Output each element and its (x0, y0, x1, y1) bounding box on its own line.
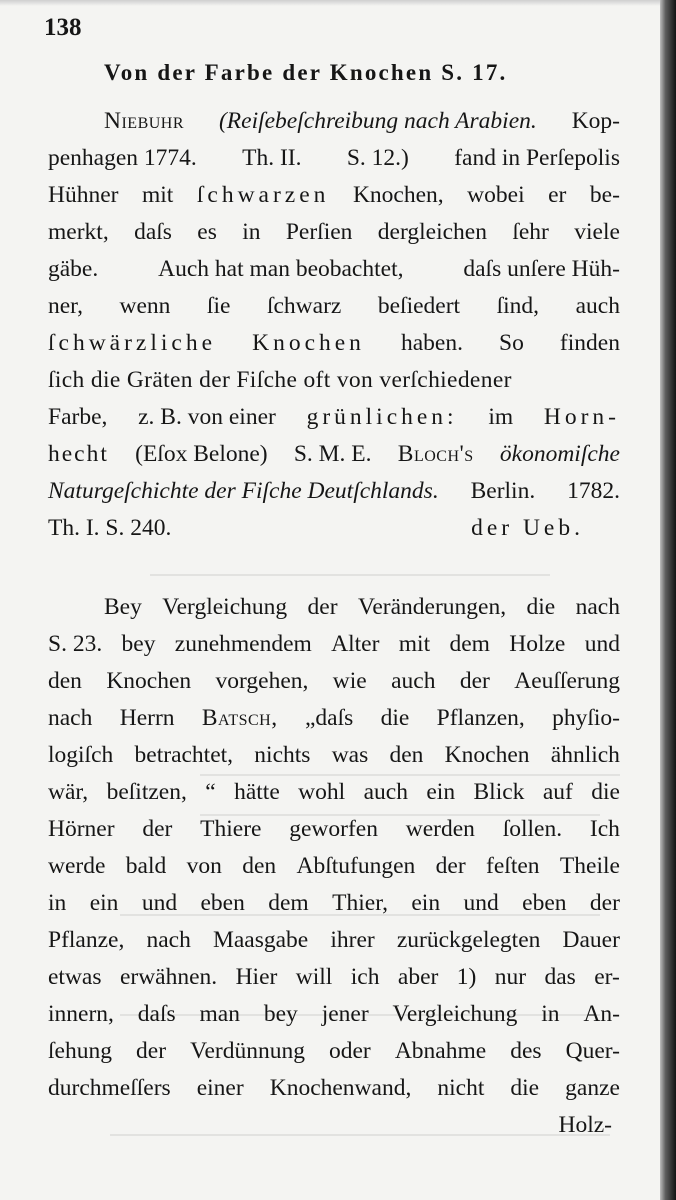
word: ſich die Gräten der Fiſche oft von verſchiedener (48, 367, 512, 393)
work-title: (Reiſebeſchreibung nach Arabien. (218, 108, 537, 134)
emphasized-word: Knochen (252, 330, 365, 356)
word: nach (146, 927, 191, 953)
word: den (48, 668, 82, 694)
word: „daſs (304, 705, 354, 731)
word: wär, (48, 779, 89, 805)
emphasized-word: hecht (48, 441, 109, 467)
word: Abſtufungen (296, 853, 416, 879)
word: wenn (119, 293, 171, 319)
word: Kop- (571, 108, 620, 134)
word: dem (268, 890, 309, 916)
word: des (510, 1038, 542, 1064)
word: die (380, 705, 410, 731)
word: (Eſox Belone) (135, 441, 268, 467)
word: dergleichen (377, 219, 487, 245)
note-line (48, 145, 620, 172)
note-line (48, 330, 620, 357)
word: viele (574, 219, 620, 245)
catchword: Holz- (558, 1112, 612, 1138)
word: penhagen 1774. (48, 145, 197, 171)
word: auch (363, 779, 408, 805)
word: beſitzen, (106, 779, 187, 805)
emphasized-word: ſchwärzliche (48, 330, 217, 356)
word: und (463, 890, 499, 916)
body-line (48, 742, 620, 769)
word: zurückgelegten (396, 927, 541, 953)
word: Berlin. (470, 478, 536, 504)
note-line (48, 256, 620, 283)
word: 1) (456, 964, 477, 990)
word: So (499, 330, 524, 356)
note-line (48, 182, 620, 209)
word: Dauer (562, 927, 620, 953)
body-line (48, 668, 620, 695)
page-number: 138 (44, 14, 82, 41)
body-line (48, 853, 620, 880)
word: ner, (48, 293, 83, 319)
body-line (48, 631, 620, 658)
word: man (199, 1001, 240, 1027)
scan-edge-shadow (660, 0, 676, 1200)
word: ganze (565, 1075, 620, 1101)
word: im (488, 404, 514, 430)
word: erwähnen. (119, 964, 218, 990)
word: nach (48, 705, 93, 731)
word: z. B. von einer (138, 404, 276, 430)
word: ein (411, 890, 441, 916)
body-line (48, 816, 620, 843)
word: Knochen (444, 742, 530, 768)
word: die (510, 1075, 540, 1101)
word: das (544, 964, 576, 990)
word: feſten (486, 853, 540, 879)
word: wobei (467, 182, 525, 208)
word: betrachtet, (134, 742, 234, 768)
body-line (48, 927, 620, 954)
word: zunehmendem (174, 631, 312, 657)
word: S. 23. (48, 631, 103, 657)
word: will (295, 964, 333, 990)
word: be- (589, 182, 620, 208)
body-line (48, 890, 620, 917)
word: und (584, 631, 620, 657)
word: Pflanze, (48, 927, 125, 953)
word: Hier (235, 964, 278, 990)
word: ſollen. (502, 816, 563, 842)
word: die (591, 779, 620, 805)
word: “ (205, 779, 216, 805)
word: Abnahme (394, 1038, 487, 1064)
word: auf (542, 779, 573, 805)
word: beſiedert (377, 293, 461, 319)
word: Thiere (200, 816, 262, 842)
emphasized-word: Horn- (543, 404, 620, 430)
word: den (389, 742, 424, 768)
word: eben (200, 890, 245, 916)
emphasized-word: ſchwarzen (196, 182, 330, 208)
word: Perſien (285, 219, 353, 245)
word: bald (125, 853, 167, 879)
word: ſchwarz (266, 293, 342, 319)
word: vorgehen, (215, 668, 309, 694)
word: er (548, 182, 567, 208)
word: S. 12.) (346, 145, 409, 171)
body-line (48, 1075, 620, 1102)
work-title: Naturgeſchichte der Fiſche Deutſchlands. (48, 478, 439, 504)
word: daſs unſere Hüh- (463, 256, 620, 282)
word: merkt, (48, 219, 109, 245)
word: wohl (298, 779, 346, 805)
word: ſind, (496, 293, 540, 319)
body-line (48, 1001, 620, 1028)
word: Aeuſſerung (514, 668, 620, 694)
word: ſehung (48, 1038, 112, 1064)
word: der (142, 816, 173, 842)
word: der (136, 1038, 167, 1064)
author-name: Niebuhr (104, 108, 185, 134)
word: phyſio- (552, 705, 620, 731)
word: ein (89, 890, 119, 916)
word: dem (449, 631, 490, 657)
word: es (197, 219, 217, 245)
word: nach (575, 594, 620, 620)
word: werden (405, 816, 475, 842)
word: ihrer (330, 927, 375, 953)
word: 1782. (567, 478, 620, 504)
word: geworfen (289, 816, 378, 842)
word: Blick (473, 779, 525, 805)
note-line (48, 219, 620, 246)
word: etwas (48, 964, 102, 990)
word: logiſch (48, 742, 114, 768)
body-line (48, 705, 620, 732)
word: der (435, 853, 466, 879)
word: von (186, 853, 222, 879)
word: in (48, 890, 67, 916)
word: finden (559, 330, 620, 356)
word: daſs (137, 1001, 176, 1027)
word: der (307, 594, 338, 620)
word: oder (329, 1038, 371, 1064)
body-line (48, 1038, 620, 1065)
word: haben. (400, 330, 463, 356)
body-line (104, 594, 620, 621)
word: fand in Perſepolis (454, 145, 620, 171)
word: ſehr (512, 219, 549, 245)
bleed-through-line (150, 560, 550, 576)
word: was (331, 742, 369, 768)
word: werde (48, 853, 106, 879)
word: Vergleichung (392, 1001, 518, 1027)
word: Pflanzen, (436, 705, 525, 731)
word: nicht (437, 1075, 485, 1101)
word: in (242, 219, 261, 245)
note-line (48, 515, 620, 542)
word: einer (196, 1075, 244, 1101)
author-name: Batsch, (201, 705, 278, 731)
word: ähnlich (550, 742, 620, 768)
word: Th. I. S. 240. (48, 515, 172, 541)
word: auch (391, 668, 436, 694)
bleed-through-line (110, 1120, 610, 1136)
word: Holze (509, 631, 566, 657)
word: Hühner (48, 182, 119, 208)
work-title: ökonomiſche (499, 441, 620, 467)
body-line (48, 779, 620, 806)
word: Alter (331, 631, 380, 657)
word: Auch hat man beobachtet, (158, 256, 404, 282)
word: Quer- (565, 1038, 620, 1064)
word: Theile (559, 853, 620, 879)
body-line (48, 964, 620, 991)
word: ſie (206, 293, 231, 319)
word: An- (583, 1001, 620, 1027)
word: mit (142, 182, 174, 208)
word: in (541, 1001, 560, 1027)
word: bey (263, 1001, 298, 1027)
word: Herrn (119, 705, 175, 731)
word: daſs (134, 219, 172, 245)
scan-top-shadow (0, 0, 676, 6)
word: Th. II. (242, 145, 302, 171)
word: ein (426, 779, 456, 805)
word: die (526, 594, 556, 620)
word: mit (398, 631, 431, 657)
word: ich (350, 964, 380, 990)
word: innern, (48, 1001, 114, 1027)
word: Verdünnung (190, 1038, 305, 1064)
word: aber (397, 964, 439, 990)
running-head: Von der Farbe der Knochen S. 17. (104, 60, 508, 85)
note-line (104, 108, 620, 135)
word: Knochen, (352, 182, 444, 208)
word: jener (321, 1001, 369, 1027)
word: nur (494, 964, 527, 990)
word: Thier, (332, 890, 388, 916)
word: Knochenwand, (269, 1075, 412, 1101)
word: Bey (104, 594, 142, 620)
word: Ich (589, 816, 620, 842)
note-signature: der Ueb. (471, 515, 584, 541)
word: Hörner (48, 816, 115, 842)
author-name: Bloch's (397, 441, 474, 467)
word: eben (522, 890, 567, 916)
word: S. M. E. (293, 441, 372, 467)
word: wie (332, 668, 367, 694)
word: Veränderungen, (357, 594, 507, 620)
note-line (48, 478, 620, 505)
word: gäbe. (48, 256, 99, 282)
word: Maasgabe (212, 927, 309, 953)
word: und (141, 890, 178, 916)
note-line (48, 293, 620, 320)
word: Farbe, (48, 404, 108, 430)
emphasized-word: grünlichen: (306, 404, 458, 430)
word: er- (594, 964, 620, 990)
word: bey (121, 631, 156, 657)
word: Vergleichung (162, 594, 288, 620)
note-line (48, 441, 620, 468)
word: nichts (254, 742, 311, 768)
note-line (48, 367, 620, 394)
word: den (242, 853, 277, 879)
note-line (48, 404, 620, 431)
word: der (589, 890, 620, 916)
word: hätte (234, 779, 280, 805)
word: der (459, 668, 490, 694)
word: auch (575, 293, 620, 319)
word: durchmeſſers (48, 1075, 171, 1101)
word: Knochen (106, 668, 192, 694)
